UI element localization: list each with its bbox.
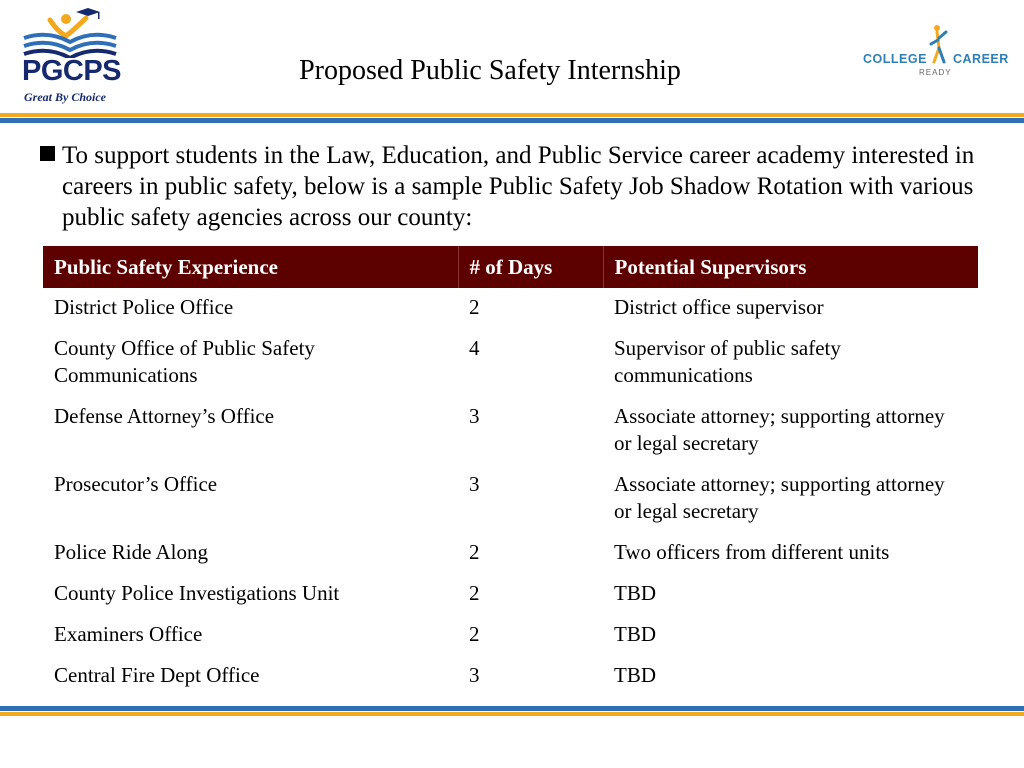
intro-bullet-text: To support students in the Law, Education, and Public Service career academy interested in careers in public safety, below is a sample Public Safety Job Shadow Rotation with various public safety agencies across our county:: [62, 142, 975, 231]
cell-experience: County Police Investigations Unit: [54, 581, 340, 605]
cell-days: 2: [469, 622, 480, 646]
cell-experience: Defense Attorney’s Office: [54, 404, 275, 428]
cell-experience: Examiners Office: [54, 622, 203, 646]
table-row: [43, 397, 978, 465]
cell-days: 2: [469, 295, 480, 319]
logo-wordmark: PGCPS: [22, 55, 122, 87]
cell-days: 3: [469, 404, 480, 428]
header-supervisors: Potential Supervisors: [603, 246, 978, 288]
cell-experience: County Office of Public Safety Communications: [54, 336, 315, 387]
logo-career-text: CAREER: [953, 52, 1009, 66]
college-career-ready-logo: [858, 22, 1008, 82]
cell-supervisors: Associate attorney; supporting attorney or legal secretary: [614, 472, 945, 523]
cell-supervisors: Two officers from different units: [614, 540, 890, 564]
cell-supervisors: TBD: [614, 622, 656, 646]
cell-supervisors: TBD: [614, 581, 656, 605]
table-row: [43, 656, 978, 697]
cell-days: 4: [469, 336, 480, 360]
cell-days: 2: [469, 581, 480, 605]
book-person-icon: [20, 6, 120, 58]
intro-bullet: [40, 140, 980, 233]
graduate-figure-icon: [928, 22, 954, 70]
square-bullet-icon: [40, 146, 55, 161]
cell-experience: Central Fire Dept Office: [54, 663, 260, 687]
table-row: [43, 615, 978, 656]
logo-ready-text: READY: [919, 68, 952, 77]
cell-days: 3: [469, 663, 480, 687]
slide-title: [0, 54, 980, 88]
table-row: [43, 288, 978, 329]
cell-days: 3: [469, 472, 480, 496]
table-row: [43, 574, 978, 615]
cell-experience: District Police Office: [54, 295, 234, 319]
header-experience: Public Safety Experience: [43, 246, 458, 288]
table-header-row: [43, 246, 978, 288]
rotation-table: [43, 246, 978, 697]
cell-supervisors: Associate attorney; supporting attorney or legal secretary: [614, 404, 945, 455]
footer-divider: [0, 706, 1024, 716]
logo-tagline: Great By Choice: [24, 90, 106, 104]
table-row: [43, 533, 978, 574]
slide-title-text: Proposed Public Safety Internship: [299, 55, 681, 86]
header-divider: [0, 113, 1024, 123]
cell-experience: Prosecutor’s Office: [54, 472, 218, 496]
cell-supervisors: District office supervisor: [614, 295, 824, 319]
cell-supervisors: TBD: [614, 663, 656, 687]
header-days: # of Days: [458, 246, 603, 288]
cell-supervisors: Supervisor of public safety communications: [614, 336, 841, 387]
table-row: [43, 465, 978, 533]
cell-days: 2: [469, 540, 480, 564]
table-row: [43, 329, 978, 397]
cell-experience: Police Ride Along: [54, 540, 208, 564]
logo-college-text: COLLEGE: [863, 52, 927, 66]
